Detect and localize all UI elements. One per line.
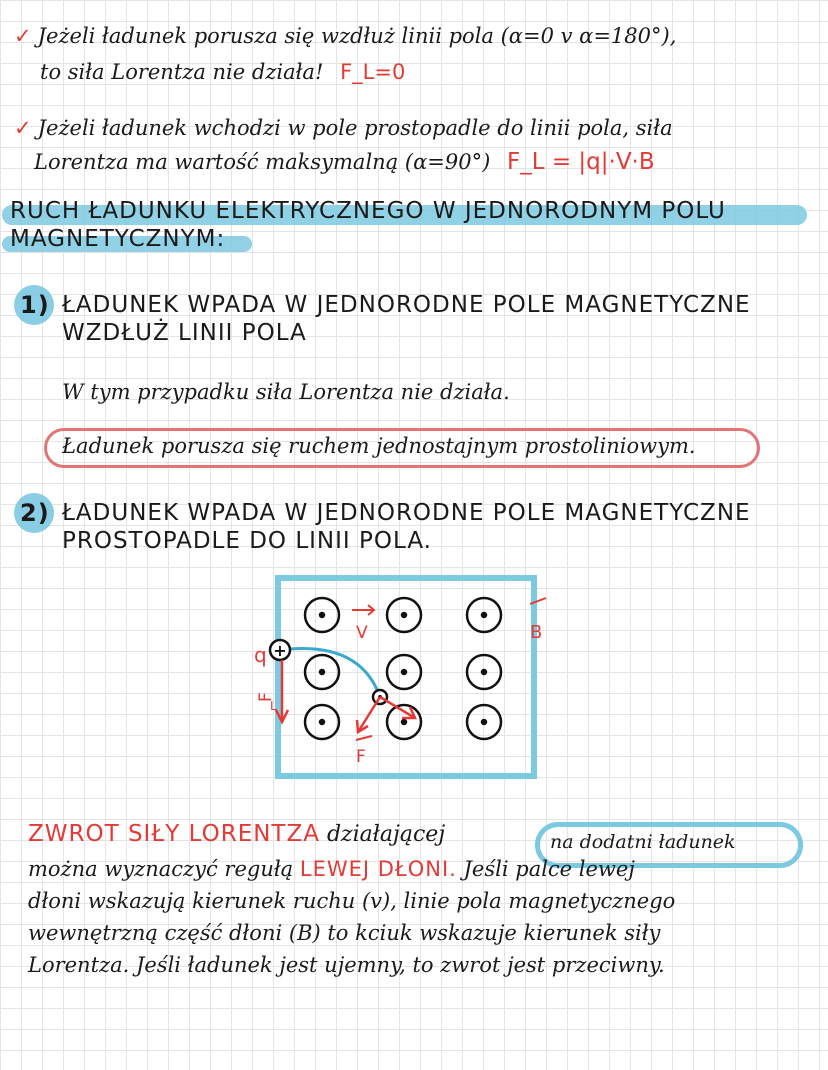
case-2-number: 2): [20, 499, 50, 527]
field-out-of-page-icon: [305, 705, 339, 739]
case-1-number: 1): [20, 291, 50, 319]
case-1-title-line-2: WZDŁUŻ LINII POLA: [62, 320, 307, 346]
force-label-arrow: [356, 736, 372, 740]
field-out-of-page-icon: [305, 655, 339, 689]
rule-left-hand: LEWEJ DŁONI.: [299, 857, 457, 881]
note-1: [14, 24, 814, 48]
field-out-of-page-icon: [305, 598, 339, 632]
charge-label: q: [254, 643, 267, 667]
rule-line-3: dłoni wskazują kierunek ruchu (v), linie pola magnetycznego: [28, 889, 676, 913]
rule-line-2: [28, 857, 818, 881]
case-1-title-line-1: ŁADUNEK WPADA W JEDNORODNE POLE MAGNETYCZNE: [62, 292, 751, 318]
field-out-of-page-icon: [467, 705, 501, 739]
note-2-line-1: Jeżeli ładunek wchodzi w pole prostopadle do linii pola, siła: [37, 116, 673, 140]
rule-circled-phrase: na dodatni ładunek: [550, 831, 736, 853]
field-out-of-page-icon: [387, 655, 421, 689]
lorentz-force-label: F: [256, 692, 276, 702]
section-title-line-2: MAGNETYCZNYM:: [10, 226, 226, 252]
force-label: F: [356, 747, 366, 767]
case-1-highlight-text: Ładunek porusza się ruchem jednostajnym prostoliniowym.: [62, 434, 696, 458]
case-2-title-line-2: PROSTOPADLE DO LINII POLA.: [62, 528, 432, 554]
note-2: [14, 116, 814, 140]
lorentz-force-subscript: L: [270, 699, 277, 713]
note-2-line-2: Lorentza ma wartość maksymalną (α=90°): [34, 150, 491, 174]
note-1-formula: F_L=0: [340, 60, 406, 84]
rule-line-4: wewnętrzną część dłoni (B) to kciuk wskazuje kierunek siły: [28, 921, 661, 945]
field-out-of-page-icon: [387, 598, 421, 632]
rule-line-2-start: można wyznaczyć regułą: [28, 857, 294, 881]
velocity-label: V: [356, 623, 368, 643]
note-2-line-2-row: [34, 150, 814, 174]
note-1-line-2: to siła Lorentza nie działa!: [40, 60, 324, 84]
note-2-formula: F_L = |q|·V·B: [506, 149, 655, 175]
field-label: B: [530, 622, 543, 643]
rule-line-5: Lorentza. Jeśli ładunek jest ujemny, to zwrot jest przeciwny.: [28, 953, 665, 977]
case-1-text: W tym przypadku siła Lorentza nie działa.: [62, 380, 510, 404]
charge-sign: +: [273, 641, 287, 660]
case-2-title-line-1: ŁADUNEK WPADA W JEDNORODNE POLE MAGNETYCZNE: [62, 500, 751, 526]
rule-line-2-end: Jeśli palce lewej: [463, 857, 635, 881]
note-1-line-1: Jeżeli ładunek porusza się wzdłuż linii pola (α=0 v α=180°),: [37, 24, 677, 48]
rule-title-suffix: działającej: [326, 822, 446, 847]
note-1-line-2-row: [40, 60, 800, 84]
check-icon: ✓: [14, 24, 32, 48]
rule-title: ZWROT SIŁY LORENTZA: [28, 821, 320, 847]
magnetic-field-diagram: [240, 570, 560, 785]
section-title-line-1: RUCH ŁADUNKU ELEKTRYCZNEGO W JEDNORODNYM POLU: [10, 198, 726, 224]
force-arrow-later: [358, 697, 380, 732]
field-out-of-page-icon: [467, 598, 501, 632]
field-out-of-page-icon: [467, 655, 501, 689]
check-icon: ✓: [14, 116, 32, 140]
field-region-box: [278, 578, 534, 776]
